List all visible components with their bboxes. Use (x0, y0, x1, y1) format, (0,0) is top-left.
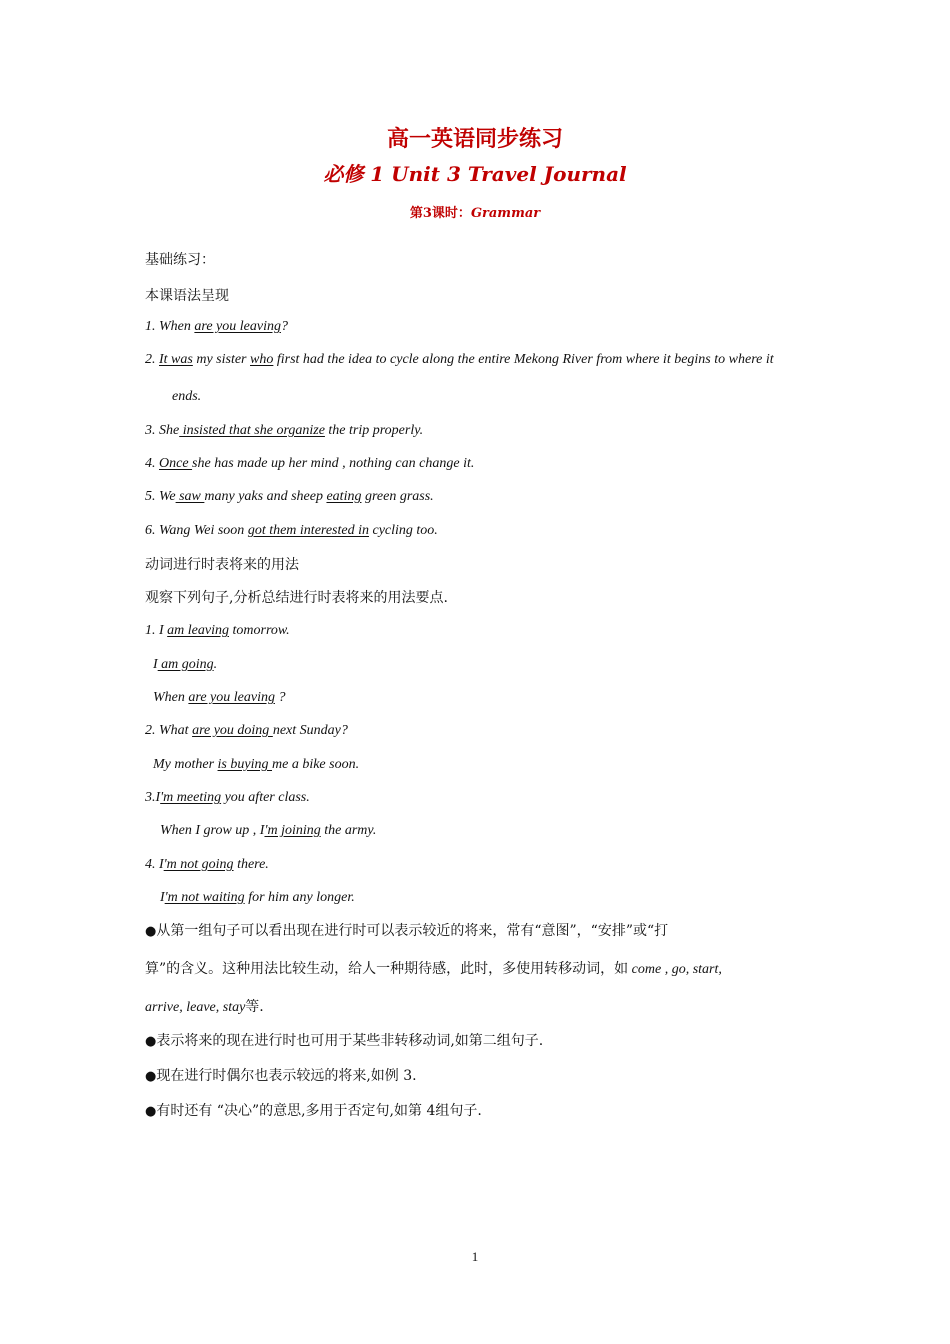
example-sentence-continued: ends. (172, 389, 202, 404)
bullet-icon: ● (145, 1034, 157, 1049)
example-sentence: 6. Wang Wei soon got them interested in cycling too. (145, 523, 438, 538)
bullet-icon: ● (145, 924, 157, 939)
group-sentence: My mother is buying me a bike soon. (153, 757, 360, 772)
group-sentence: I'm not waiting for him any longer. (160, 890, 355, 905)
example-sentence: 3. She insisted that she organize the trip properly. (145, 423, 424, 438)
note-item-continued: 算”的含义。这种用法比较生动，给人一种期待感，此时，多使用转移动词，如 come , go, start, (145, 961, 722, 977)
example-sentence: 2. It was my sister who first had the idea to cycle along the entire Mekong River from where it begins to where it (145, 352, 774, 367)
group-sentence: 4. I'm not going there. (145, 857, 269, 872)
section-heading: 动词进行时表将来的用法 (145, 557, 299, 573)
example-sentence: 1. When are you leaving? (145, 319, 288, 334)
lesson-prefix: 第3课时： (409, 206, 471, 221)
document-subtitle: 必修 1 Unit 3 Travel Journal (323, 162, 627, 186)
note-item-continued: arrive, leave, stay等. (145, 999, 264, 1015)
group-sentence: I am going. (153, 657, 218, 672)
lesson-label (0, 202, 950, 221)
group-sentence: When I grow up , I'm joining the army. (160, 823, 377, 838)
note-item: ●有时还有 “决心”的意思,多用于否定句,如第 4组句子. (145, 1103, 482, 1119)
group-sentence: 3.I'm meeting you after class. (145, 790, 310, 805)
group-sentence: 1. I am leaving tomorrow. (145, 623, 290, 638)
instruction-text: 观察下列句子,分析总结进行时表将来的用法要点. (145, 590, 448, 606)
grammar-heading: 本课语法呈现 (145, 288, 229, 304)
example-sentence: 4. Once she has made up her mind , nothing can change it. (145, 456, 475, 471)
basic-practice-label: 基础练习： (145, 252, 215, 268)
bullet-icon: ● (145, 1069, 157, 1084)
example-sentence: 5. We saw many yaks and sheep eating green grass. (145, 489, 434, 504)
document-title: 高一英语同步练习 (386, 126, 563, 152)
note-item: ●现在进行时偶尔也表示较远的将来,如例 3. (145, 1068, 417, 1084)
bullet-icon: ● (145, 1104, 157, 1119)
page-number: 1 (471, 1249, 479, 1264)
group-sentence: 2. What are you doing next Sunday? (145, 723, 348, 738)
note-item: ●表示将来的现在进行时也可用于某些非转移动词,如第二组句子. (145, 1033, 544, 1049)
note-item: ●从第一组句子可以看出现在进行时可以表示较近的将来，常有“意图”，“安排”或“打 (145, 923, 669, 939)
group-sentence: When are you leaving ? (153, 690, 286, 705)
lesson-topic: Grammar (470, 206, 541, 221)
